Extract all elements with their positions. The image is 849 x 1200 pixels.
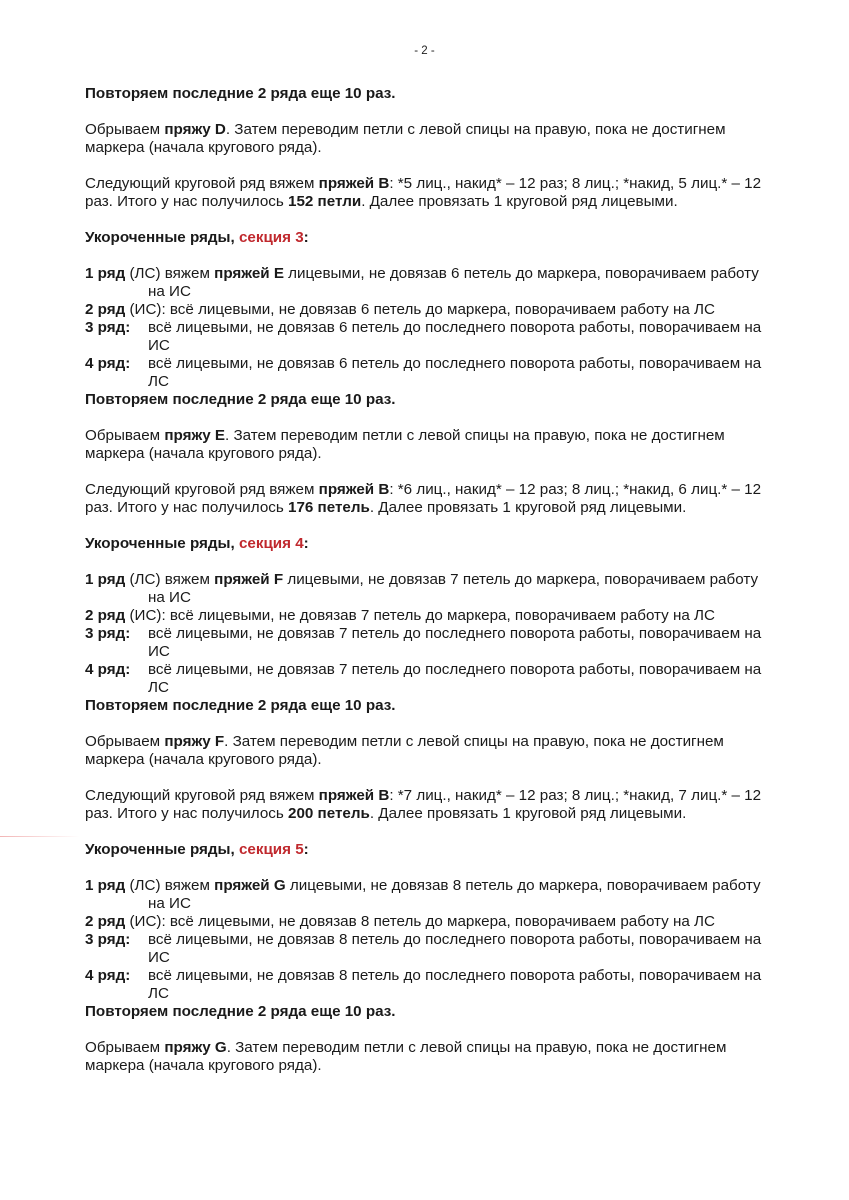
row-4-instruction: 4 ряд: всё лицевыми, не довязав 7 петель до последнего поворота работы, поворачиваем на ЛС xyxy=(85,661,762,696)
row-1-instruction: 1 ряд (ЛС) вяжем пряжей F лицевыми, не довязав 7 петель до маркера, поворачиваем работу на ИС xyxy=(85,571,759,606)
round-row-paragraph: Следующий круговой ряд вяжем пряжей B: *6 лиц., накид* – 12 раз; 8 лиц.; *накид, 6 лиц.* – 12 раз. Итого у нас получилось 176 петель. Далее провязать 1 круговой ряд лицевыми. xyxy=(85,481,762,516)
repeat-instruction: Повторяем последние 2 ряда еще 10 раз. xyxy=(85,391,396,408)
row-3-instruction: 3 ряд: всё лицевыми, не довязав 6 петель до последнего поворота работы, поворачиваем на ИС xyxy=(85,319,762,354)
section-heading: Укороченные ряды, секция 5: xyxy=(85,841,309,858)
break-yarn-paragraph: Обрываем пряжу F. Затем переводим петли с левой спицы на правую, пока не достигнем маркера (начала кругового ряда). xyxy=(85,733,724,768)
row-4-instruction: 4 ряд: всё лицевыми, не довязав 6 петель до последнего поворота работы, поворачиваем на ЛС xyxy=(85,355,762,390)
row-4-instruction: 4 ряд: всё лицевыми, не довязав 8 петель до последнего поворота работы, поворачиваем на ЛС xyxy=(85,967,762,1002)
break-yarn-paragraph: Обрываем пряжу G. Затем переводим петли с левой спицы на правую, пока не достигнем маркера (начала кругового ряда). xyxy=(85,1039,727,1074)
section-heading: Укороченные ряды, секция 4: xyxy=(85,535,309,552)
break-yarn-paragraph: Обрываем пряжу E. Затем переводим петли с левой спицы на правую, пока не достигнем маркера (начала кругового ряда). xyxy=(85,427,725,462)
scan-mark xyxy=(0,836,80,837)
round-row-paragraph: Следующий круговой ряд вяжем пряжей B: *5 лиц., накид* – 12 раз; 8 лиц.; *накид, 5 лиц.* – 12 раз. Итого у нас получилось 152 петли. Далее провязать 1 круговой ряд лицевыми. xyxy=(85,175,762,210)
row-3-instruction: 3 ряд: всё лицевыми, не довязав 8 петель до последнего поворота работы, поворачиваем на ИС xyxy=(85,931,762,966)
break-yarn-paragraph: Обрываем пряжу D. Затем переводим петли с левой спицы на правую, пока не достигнем маркера (начала кругового ряда). xyxy=(85,121,726,156)
row-2-instruction: 2 ряд (ИС): всё лицевыми, не довязав 6 петель до маркера, поворачиваем работу на ЛС xyxy=(85,301,715,318)
round-row-paragraph: Следующий круговой ряд вяжем пряжей B: *7 лиц., накид* – 12 раз; 8 лиц.; *накид, 7 лиц.* – 12 раз. Итого у нас получилось 200 петель. Далее провязать 1 круговой ряд лицевыми. xyxy=(85,787,762,822)
repeat-instruction: Повторяем последние 2 ряда еще 10 раз. xyxy=(85,697,396,714)
row-2-instruction: 2 ряд (ИС): всё лицевыми, не довязав 8 петель до маркера, поворачиваем работу на ЛС xyxy=(85,913,715,930)
document-body xyxy=(85,85,775,1075)
row-1-instruction: 1 ряд (ЛС) вяжем пряжей E лицевыми, не довязав 6 петель до маркера, поворачиваем работу на ИС xyxy=(85,265,759,300)
row-2-instruction: 2 ряд (ИС): всё лицевыми, не довязав 7 петель до маркера, поворачиваем работу на ЛС xyxy=(85,607,715,624)
page-number: - 2 - xyxy=(414,45,435,57)
row-1-instruction: 1 ряд (ЛС) вяжем пряжей G лицевыми, не довязав 8 петель до маркера, поворачиваем работу на ИС xyxy=(85,877,761,912)
row-3-instruction: 3 ряд: всё лицевыми, не довязав 7 петель до последнего поворота работы, поворачиваем на ИС xyxy=(85,625,762,660)
section-heading: Укороченные ряды, секция 3: xyxy=(85,229,309,246)
repeat-instruction: Повторяем последние 2 ряда еще 10 раз. xyxy=(85,85,396,102)
repeat-instruction: Повторяем последние 2 ряда еще 10 раз. xyxy=(85,1003,396,1020)
